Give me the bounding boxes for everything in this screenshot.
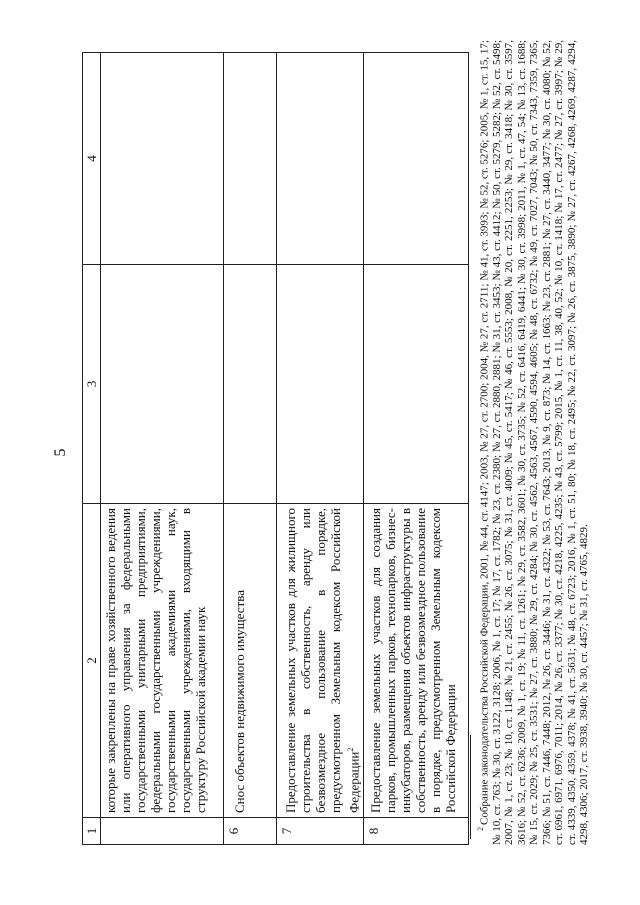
row-col-4 [224, 53, 277, 265]
row-col-4 [364, 53, 469, 265]
header-col-2: 2 [83, 504, 101, 818]
header-col-3: 3 [83, 265, 101, 504]
row-number [101, 818, 224, 845]
row-description-text: Снос объектов недвижимого имущества [232, 590, 247, 813]
row-col-3 [277, 265, 364, 504]
row-col-3 [101, 265, 224, 504]
footnote-mark: 2 [476, 827, 485, 831]
footnote-reference: 2 [346, 747, 355, 752]
row-col-4 [277, 53, 364, 265]
row-description [224, 504, 277, 818]
row-col-4 [101, 53, 224, 265]
table-header-row [83, 53, 101, 845]
footnote-separator [470, 735, 471, 839]
header-col-4: 4 [83, 53, 101, 265]
row-description [277, 504, 364, 818]
table-row [101, 53, 224, 845]
header-col-1: 1 [83, 818, 101, 845]
measures-table [82, 52, 469, 845]
row-description [101, 504, 224, 818]
footnote-text: Собрание законодательства Российской Федерации, 2001, № 44, ст. 4147; 2003, № 27, ст. 2700; 2004, № 27, ст. 2711; № 41, ст. 3993; № 52, ст. 5276; 2005, № 1, ст. 15, 17; № 10, ст. 763; № 30, ст. 3122, 3128; 2006, № 1, ст. 17; № 17, ст. 1782; № 23, ст. 2380; № 27, ст. 2880, 2881; № 31, ст. 3453; № 43, ст. 4412; № 50, ст. 5279, 5282; № 52, ст. 5498; 2007, № 1, ст. 23; № 10, ст. 1148; № 21, ст. 2455; № 26, ст. 3075; № 31, ст. 4009; № 45, ст. 5417; № 46, ст. 5553; 2008, № 20, ст. 2251, 2253; № 29, ст. 3418; № 30, ст. 3597, 3616; № 52, ст. 6236; 2009, № 1, ст. 19; № 11, ст. 1261; № 29, ст. 3582, 3601; № 30, ст. 3735; № 52, ст. 6416, 6419, 6441; № 30, ст. 3998; 2011, № 1, ст. 47, 54; № 13, ст. 1688; № 15, ст. 2029; № 25, ст. 3531; № 27, ст. 3880; № 29, ст. 4284; № 30, ст. 4562, 4563, 4567, 4590, 4594, 4605; № 48, ст. 6732; № 49, ст. 7027, 7043; № 50, ст. 7343, 7359, 7365, 7366; № 51, ст. 7446, 7448; 2012, № 26, ст. 3446; № 31, ст. 4322; № 53, ст. 7643; 2013, № 9, ст. 873; № 14, ст. 1663; № 23, ст. 2881; № 27, ст. 3440, 3477; № 30, ст. 4080; № 52, ст. 6961, 6971, 6976, 7011; 2014, № 26, ст. 3377; № 30, ст. 4218, 4225, 4235; № 43, ст. 5799; 2015, № 1, ст. 11, 38, 40, 52; № 10, ст. 1418; № 17, ст. 2477; № 27, ст. 3997; № 29, ст. 4339, 4350, 4359, 4378; № 41, ст. 5631; № 48, ст. 6723; 2016, № 1, ст. 51, 80; № 18, ст. 2495; № 22, ст. 3097; № 26, ст. 3875, 3890; № 27, ст. 4267, 4268, 4269, 4287, 4294, 4298, 4306; 2017, ст. 3938, 3940; № 30, ст. 4457; № 31, ст. 4765, 4829. [478, 40, 590, 845]
row-description [364, 504, 469, 818]
row-col-3 [364, 265, 469, 504]
row-description-text: Предоставление земельных участков для жилищного строительства в собственность, аренду или безвозмездное пользование в порядке, предусмотренном Земельным кодексом Российской Федерации [283, 508, 362, 813]
row-number: 8 [364, 818, 469, 845]
table-row [277, 53, 364, 845]
row-description-text: Предоставление земельных участков для создания парков, промышленных парков, технопарков, бизнес-инкубаторов, размещения объектов инфраструктуры в собственность, аренду или безвозмездное пользование в порядке, предусмотренном Земельным кодексом Российской Федерации [368, 508, 459, 813]
table-row [224, 53, 277, 845]
row-description-text: которые закреплены на праве хозяйственного ведения или оперативного управления за федеральными государственными унитарными предприятиями, федеральными государственными учреждениями, государственными академиями наук, государственными учреждениями, входящими в структуру Российской академии наук [103, 508, 208, 813]
row-number: 7 [277, 818, 364, 845]
footnote [475, 40, 590, 845]
row-col-3 [224, 265, 277, 504]
page-number: 5 [52, 448, 69, 457]
table-row [364, 53, 469, 845]
row-number: 6 [224, 818, 277, 845]
